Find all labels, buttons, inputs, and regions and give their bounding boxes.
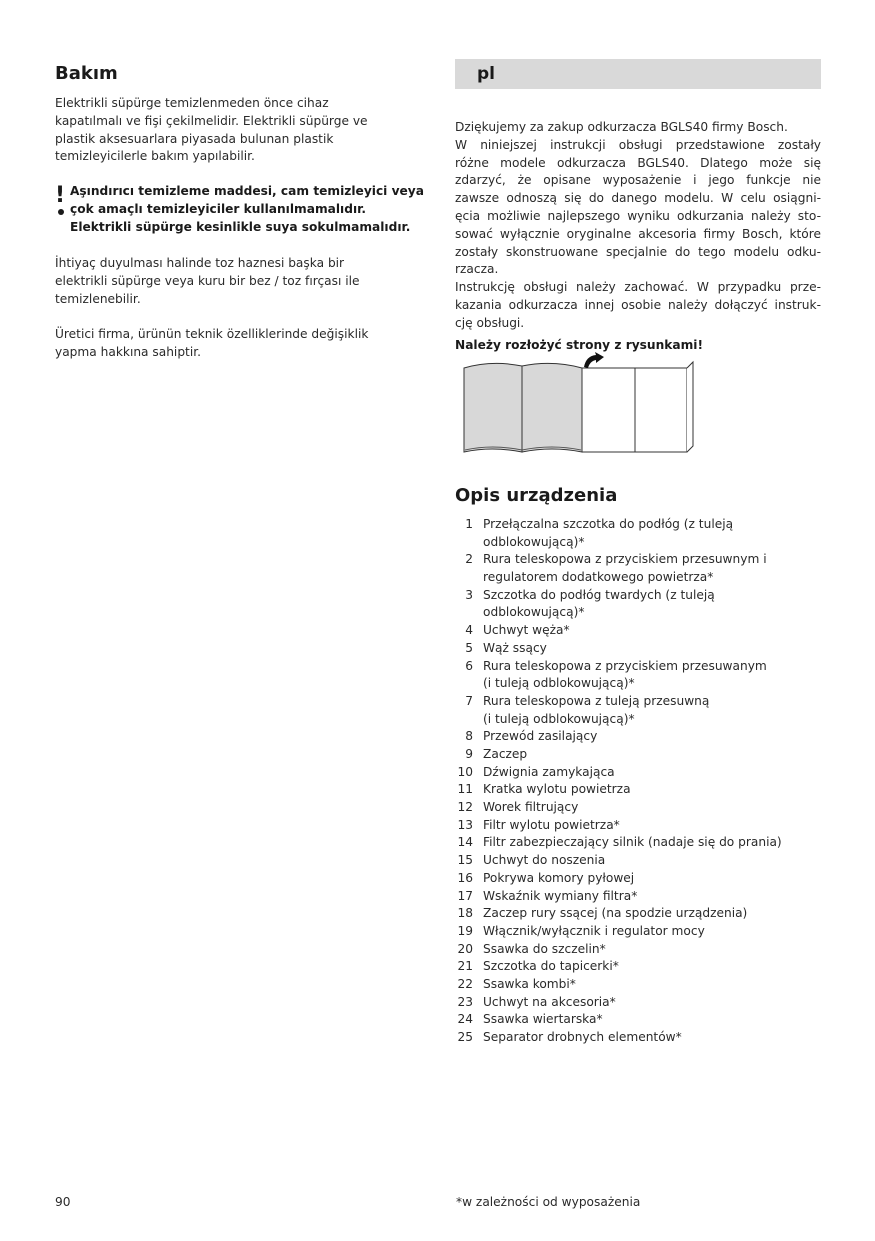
item-text-line: Wąż ssący [483, 640, 547, 655]
item-text [483, 781, 631, 799]
fold-note: Należy rozłożyć strony z rysunkami! [455, 338, 704, 352]
text-line: temizleyicilerle bakım yapılabilir. [55, 149, 255, 164]
bakim-paragraph-1 [55, 95, 368, 166]
item-number: 23 [457, 994, 473, 1009]
list-item [455, 658, 782, 693]
text-line: Aşındırıcı temizleme maddesi, cam temizleyici veya [70, 184, 424, 198]
text-line: elektrikli süpürge veya kuru bir bez / toz fırçası ile [55, 273, 360, 288]
item-number: 10 [457, 764, 473, 779]
item-number: 15 [457, 853, 473, 868]
item-number: 3 [465, 587, 473, 602]
item-number: 2 [465, 552, 473, 567]
warning-block [55, 183, 424, 236]
item-text-line: Rura teleskopowa z tuleją przesuwną [483, 693, 710, 708]
item-text-line: Zaczep [483, 747, 528, 762]
item-text-line: Rura teleskopowa z przyciskiem przesuwnym i [483, 552, 767, 567]
section-title-opis: Opis urządzenia [455, 485, 618, 506]
list-item [455, 994, 782, 1012]
item-text-line: (i tuleją odblokowującą)* [483, 676, 635, 691]
item-text [483, 746, 527, 764]
text-line: zdarzyć, że opisane wyposażenie i jego funkcje nie [455, 173, 821, 188]
item-text-line: regulatorem dodatkowego powietrza* [483, 570, 714, 585]
list-item [455, 640, 782, 658]
list-item [455, 905, 782, 923]
list-item [455, 693, 782, 728]
text-line: Instrukcję obsługi należy zachować. W przypadku prze- [455, 280, 821, 295]
list-item [455, 958, 782, 976]
item-number: 20 [457, 941, 473, 956]
list-item [455, 941, 782, 959]
item-text [483, 799, 578, 817]
section-title-bakim: Bakım [55, 63, 118, 84]
item-text [483, 658, 767, 693]
list-item [455, 746, 782, 764]
item-text-line: Separator drobnych elementów* [483, 1030, 682, 1045]
language-code: pl [477, 64, 495, 84]
item-text-line: Uchwyt węża* [483, 623, 570, 638]
text-line: çok amaçlı temizleyiciler kullanılmamalıdır. [70, 201, 367, 216]
item-text [483, 923, 705, 941]
item-text-line: Wskaźnik wymiany filtra* [483, 888, 638, 903]
list-item [455, 817, 782, 835]
page-number: 90 [55, 1195, 71, 1209]
text-line: zostały skonstruowane specjalnie do tego modelu odku- [455, 244, 821, 259]
item-text-line: odblokowującą)* [483, 605, 585, 620]
footnote: *w zależności od wyposażenia [456, 1195, 641, 1209]
item-text [483, 888, 637, 906]
bakim-paragraph-3 [55, 326, 368, 362]
item-number: 5 [465, 640, 473, 655]
parts-list [455, 516, 782, 1047]
item-text [483, 994, 616, 1012]
item-number: 4 [465, 623, 473, 638]
item-text-line: odblokowującą)* [483, 534, 585, 549]
item-number: 1 [465, 517, 473, 531]
text-line: temizlenebilir. [55, 291, 141, 306]
item-number: 22 [457, 976, 473, 991]
item-text [483, 941, 606, 959]
item-text [483, 587, 715, 622]
item-text-line: Ssawka wiertarska* [483, 1012, 603, 1027]
list-item [455, 976, 782, 994]
text-line: Dziękujemy za zakup odkurzacza BGLS40 firmy Bosch. [455, 120, 788, 134]
item-text-line: Worek filtrujący [483, 800, 579, 815]
item-text [483, 1029, 682, 1047]
text-line: zawsze odnoszą się do danego modelu. W celu osiągni- [455, 191, 821, 206]
item-text [483, 640, 547, 658]
list-item [455, 551, 782, 586]
item-text-line: Kratka wylotu powietrza [483, 782, 631, 797]
arrow-icon [584, 352, 604, 368]
warning-dot-icon [58, 209, 64, 215]
item-text [483, 958, 619, 976]
item-text [483, 622, 570, 640]
list-item [455, 870, 782, 888]
item-text-line: Zaczep rury ssącej (na spodzie urządzenia) [483, 906, 748, 921]
item-number: 24 [457, 1012, 473, 1027]
item-text-line: Przewód zasilający [483, 729, 598, 744]
list-item [455, 923, 782, 941]
text-line: W niniejszej instrukcji obsługi przedstawione zostały [455, 137, 821, 152]
text-line: yapma hakkına sahiptir. [55, 344, 201, 359]
item-number: 8 [465, 729, 473, 744]
bakim-paragraph-2 [55, 255, 360, 308]
item-text-line: Włącznik/wyłącznik i regulator mocy [483, 923, 705, 938]
item-text-line: Szczotka do podłóg twardych (z tuleją [483, 587, 715, 602]
item-text [483, 551, 767, 586]
list-item [455, 1011, 782, 1029]
list-item [455, 888, 782, 906]
item-text-line: Filtr zabezpieczający silnik (nadaje się do prania) [483, 835, 782, 850]
item-number: 9 [465, 747, 473, 762]
item-text-line: Uchwyt do noszenia [483, 853, 606, 868]
item-number: 7 [465, 693, 473, 708]
item-text-line: Dźwignia zamykająca [483, 764, 615, 779]
item-text-line: Rura teleskopowa z przyciskiem przesuwanym [483, 658, 767, 673]
item-number: 16 [457, 870, 473, 885]
item-text-line: Szczotka do tapicerki* [483, 959, 619, 974]
item-text [483, 976, 576, 994]
text-line: rzacza. [455, 262, 499, 277]
text-line: ęcia możliwie najlepszego wyniku odkurzania należy sto- [455, 208, 821, 223]
item-text-line: Ssawka kombi* [483, 976, 576, 991]
item-text [483, 834, 782, 852]
item-number: 21 [457, 959, 473, 974]
warning-text [70, 183, 424, 236]
item-number: 13 [457, 817, 473, 832]
item-text [483, 870, 634, 888]
list-item [455, 852, 782, 870]
text-line: Üretici firma, ürünün teknik özelliklerinde değişiklik [55, 327, 369, 341]
language-header-bar [455, 59, 821, 89]
list-item [455, 728, 782, 746]
item-number: 14 [457, 835, 473, 850]
item-number: 25 [457, 1030, 473, 1045]
list-item [455, 516, 782, 551]
unfold-pages-illustration [462, 352, 694, 458]
item-text-line: Ssawka do szczelin* [483, 941, 606, 956]
exclamation-icon: ! [55, 183, 66, 208]
text-line: plastik aksesuarlara piyasada bulunan plastik [55, 131, 334, 146]
item-text-line: Uchwyt na akcesoria* [483, 994, 616, 1009]
list-item [455, 622, 782, 640]
text-line: Elektrikli süpürge temizlenmeden önce cihaz [55, 96, 329, 110]
item-text-line: Filtr wylotu powietrza* [483, 817, 620, 832]
text-line: kazania odkurzacza innej osobie należy dołączyć instruk- [455, 297, 821, 312]
item-text-line: (i tuleją odblokowującą)* [483, 711, 635, 726]
item-number: 6 [465, 658, 473, 673]
item-number: 12 [457, 800, 473, 815]
item-text-line: Pokrywa komory pyłowej [483, 870, 635, 885]
item-number: 19 [457, 923, 473, 938]
item-text [483, 693, 709, 728]
item-number: 18 [457, 906, 473, 921]
text-line: Elektrikli süpürge kesinlikle suya sokulmamalıdır. [70, 219, 411, 234]
list-item [455, 764, 782, 782]
intro-paragraph [455, 119, 821, 333]
item-number: 17 [457, 888, 473, 903]
item-text [483, 852, 605, 870]
list-item [455, 587, 782, 622]
item-text [483, 817, 620, 835]
item-text-line: Przełączalna szczotka do podłóg (z tuleją [483, 517, 734, 531]
list-item [455, 1029, 782, 1047]
list-item [455, 834, 782, 852]
text-line: kapatılmalı ve fişi çekilmelidir. Elektrikli süpürge ve [55, 113, 368, 128]
text-line: sować wyłącznie oryginalne akcesoria firmy Bosch, które [455, 226, 821, 241]
item-text [483, 905, 747, 923]
item-text [483, 1011, 603, 1029]
item-text [483, 764, 615, 782]
text-line: cję obsługi. [455, 315, 525, 330]
item-text [483, 728, 597, 746]
list-item [455, 781, 782, 799]
list-item [455, 799, 782, 817]
text-line: İhtiyaç duyulması halinde toz haznesi başka bir [55, 256, 345, 270]
item-number: 11 [457, 782, 473, 797]
text-line: różne modele odkurzacza BGLS40. Dlatego może się [455, 155, 821, 170]
item-text [483, 516, 733, 551]
